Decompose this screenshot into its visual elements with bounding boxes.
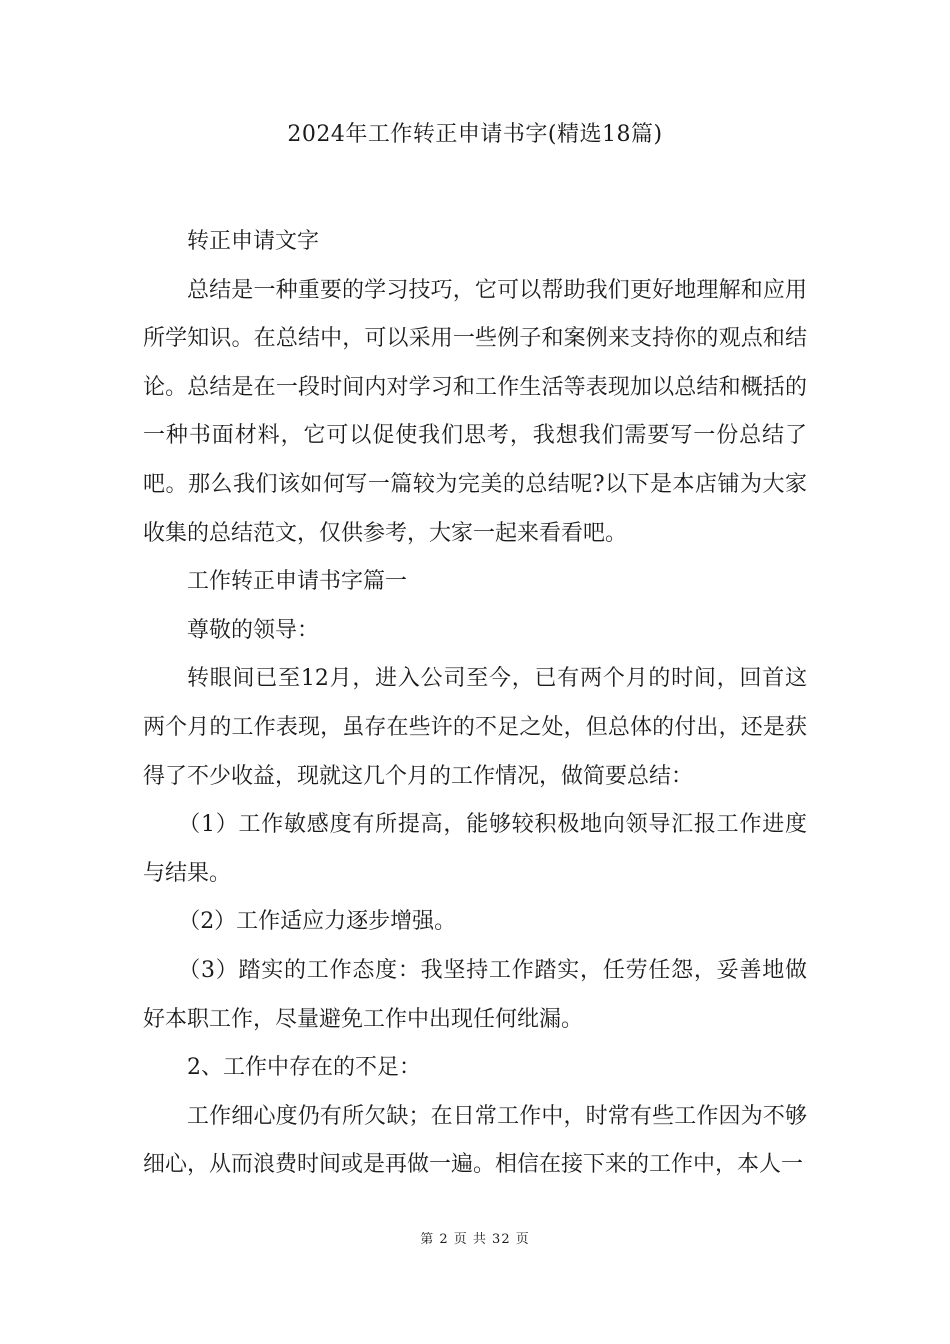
document-title: 2024年工作转正申请书字(精选18篇) — [287, 122, 663, 147]
section-heading: 工作转正申请书字篇一 — [187, 569, 408, 595]
body-paragraph: 工作细心度仍有所欠缺；在日常工作中，时常有些工作因为不够细心，从而浪费时间或是再做一遍。相信在接下来的工作中，本人一 — [143, 1103, 807, 1178]
body-paragraph: 转眼间已至12月，进入公司至今，已有两个月的时间，回首这两个月的工作表现，虽存在些许的不足之处，但总体的付出，还是获得了不少收益，现就这几个月的工作情况，做简要总结： — [143, 666, 807, 789]
list-item: （2）工作适应力逐步增强。 — [178, 909, 457, 935]
section-heading: 转正申请文字 — [187, 229, 320, 254]
section-heading: 2、工作中存在的不足： — [187, 1055, 421, 1081]
page-footer: 第 2 页 共 32 页 — [420, 1232, 530, 1247]
list-item: （3）踏实的工作态度：我坚持工作踏实，任劳任怨，妥善地做好本职工作，尽量避免工作中出现任何纰漏。 — [143, 957, 807, 1032]
list-item: （1）工作敏感度有所提高，能够较积极地向领导汇报工作进度与结果。 — [143, 812, 807, 886]
salutation: 尊敬的领导： — [187, 617, 320, 643]
intro-paragraph: 总结是一种重要的学习技巧，它可以帮助我们更好地理解和应用所学知识。在总结中，可以采用一些例子和案例来支持你的观点和结论。总结是在一段时间内对学习和工作生活等表现加以总结和概括的一种书面材料，它可以促使我们思考，我想我们需要写一份总结了吧。那么我们该如何写一篇较为完美的总结呢?以下是本店铺为大家收集的总结范文，仅供参考，大家一起来看看吧。 — [143, 277, 807, 546]
document-body — [143, 218, 807, 1190]
